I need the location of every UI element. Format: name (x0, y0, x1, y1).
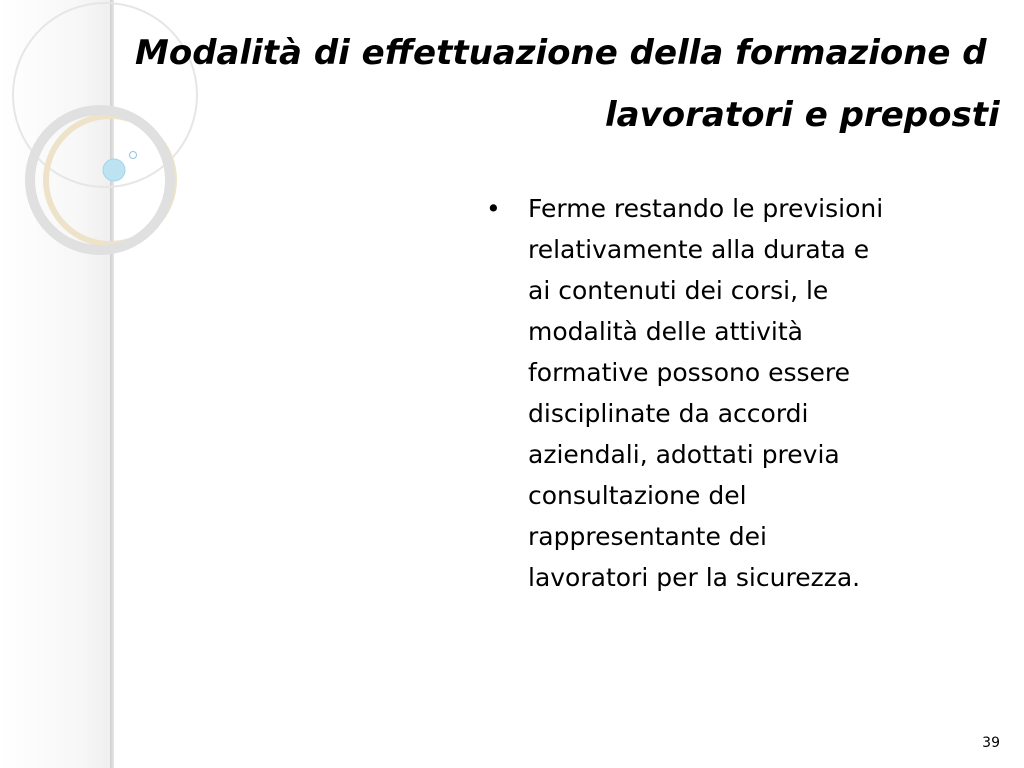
bullet-line: modalità delle attività (528, 317, 803, 346)
bullet-text (528, 188, 936, 598)
grey-ring (30, 110, 170, 250)
slide-title-line-1: Modalità di effettuazione della formazione d (135, 33, 987, 73)
bullet-line: aziendali, adottati previa (528, 440, 840, 469)
bullet-line: lavoratori per la sicurezza. (528, 563, 861, 592)
bullet-line: Ferme restando le previsioni (528, 194, 884, 223)
bullet-line: rappresentante dei (528, 522, 767, 551)
bullet-line: consultazione del (528, 481, 747, 510)
bullet-icon: • (486, 194, 501, 223)
blue-bead (103, 159, 125, 181)
bullet-line: relativamente alla durata e (528, 235, 870, 264)
page-number: 39 (982, 735, 1000, 751)
small-ring (130, 152, 137, 159)
bullet-item (486, 188, 936, 598)
bullet-line: formative possono essere (528, 358, 850, 387)
slide-title-line-2: lavoratori e preposti (605, 95, 1000, 135)
bullet-line: ai contenuti dei corsi, le (528, 276, 829, 305)
bullet-list (486, 188, 936, 598)
bullet-line: disciplinate da accordi (528, 399, 809, 428)
